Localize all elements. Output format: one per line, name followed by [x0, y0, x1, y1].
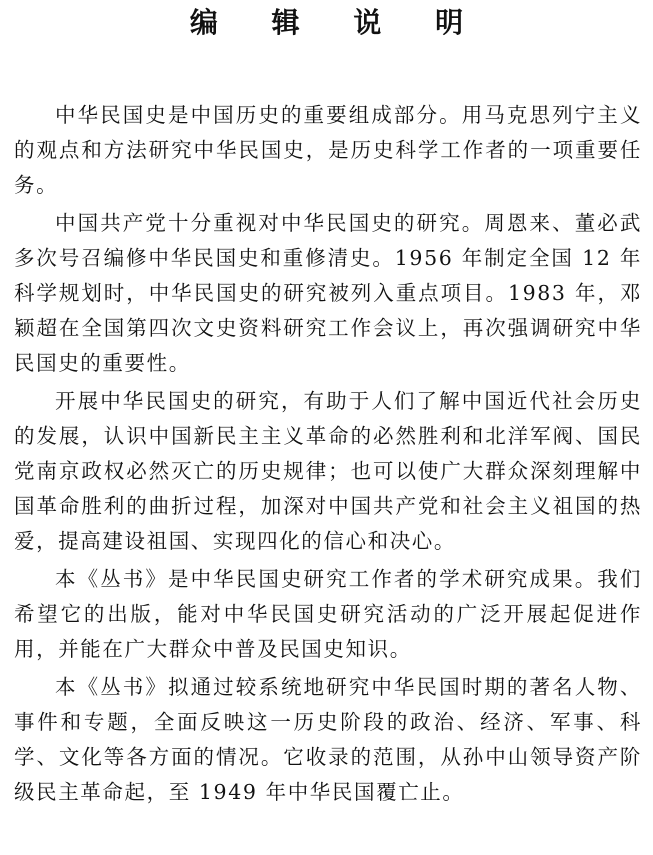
paragraph-2: 中国共产党十分重视对中华民国史的研究。周恩来、董必武多次号召编修中华民国史和重修清史。1956 年制定全国 12 年科学规划时，中华民国史的研究被列入重点项目。1983 年，邓颖超在全国第四次文史资料研究工作会议上，再次强调研究中华民国史的重要性。 [14, 211, 642, 375]
page-title: 编 辑 说 明 [189, 6, 486, 39]
body-text [14, 98, 642, 813]
paragraph-4: 本《丛书》是中华民国史研究工作者的学术研究成果。我们希望它的出版，能对中华民国史研究活动的广泛开展起促进作用，并能在广大群众中普及民国史知识。 [14, 567, 642, 661]
paragraph-3: 开展中华民国史的研究，有助于人们了解中国近代社会历史的发展，认识中国新民主主义革命的必然胜利和北洋军阀、国民党南京政权必然灭亡的历史规律；也可以使广大群众深刻理解中国革命胜利的曲折过程，加深对中国共产党和社会主义祖国的热爱，提高建设祖国、实现四化的信心和决心。 [14, 389, 642, 553]
paragraph-1: 中华民国史是中国历史的重要组成部分。用马克思列宁主义的观点和方法研究中华民国史，是历史科学工作者的一项重要任务。 [14, 103, 642, 197]
paragraph-5: 本《丛书》拟通过较系统地研究中华民国时期的著名人物、事件和专题，全面反映这一历史阶段的政治、经济、军事、科学、文化等各方面的情况。它收录的范围，从孙中山领导资产阶级民主革命起，至 1949 年中华民国覆亡止。 [14, 675, 642, 804]
